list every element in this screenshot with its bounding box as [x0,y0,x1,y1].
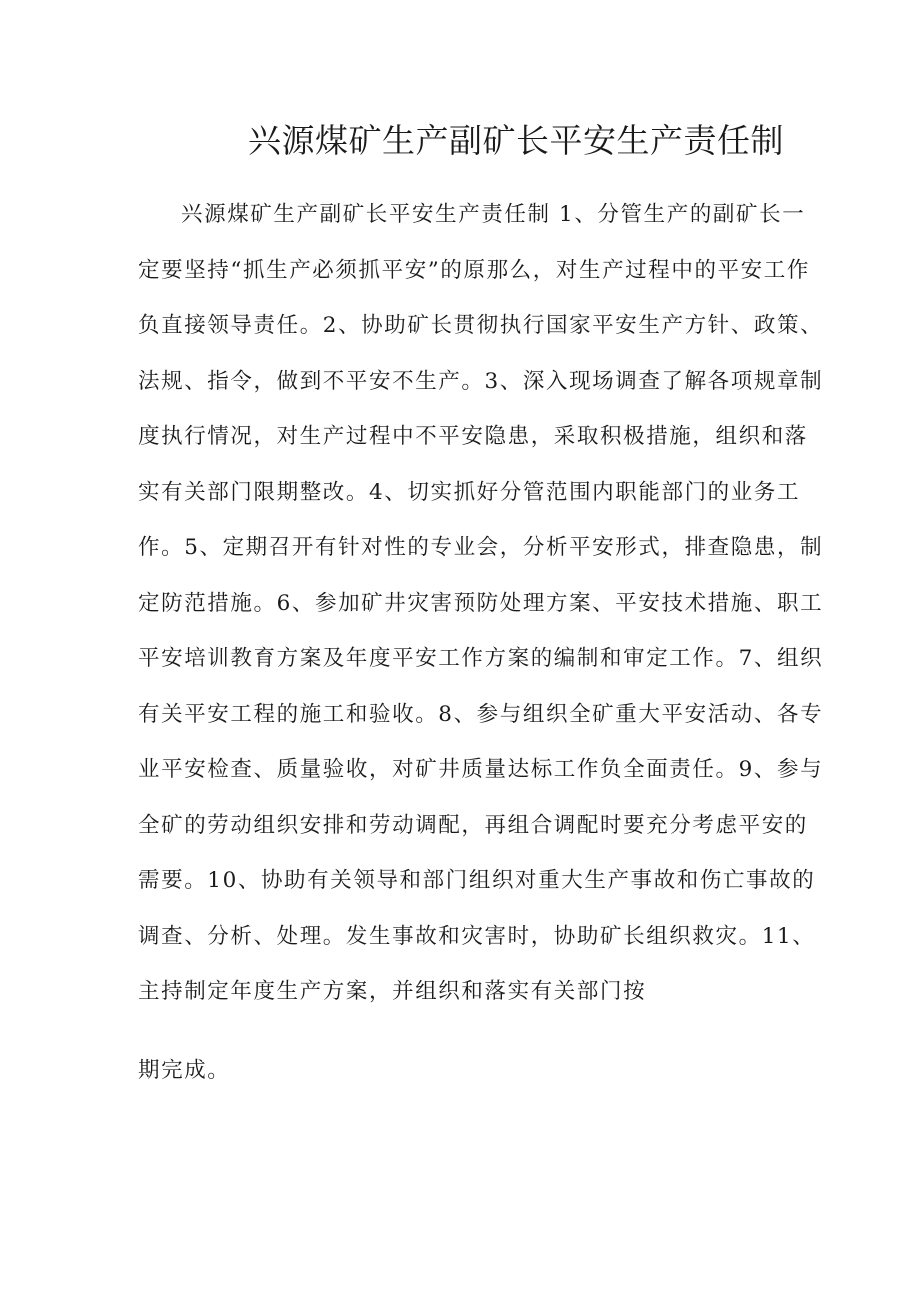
body-line: 法规、指令，做到不平安不生产。3、深入现场调查了解各项规章制 [138,368,824,394]
body-line: 度执行情况，对生产过程中不平安隐患，采取积极措施，组织和落 [138,424,808,449]
body-line: 作。5、定期召开有针对性的专业会，分析平安形式，排查隐患，制 [138,535,824,560]
document-body [138,196,824,1029]
body-line: 业平安检查、质量验收，对矿井质量达标工作负全面责任。9、参与 [138,757,824,782]
body-line: 主持制定年度生产方案，并组织和落实有关部门按 [138,979,647,1004]
body-line: 有关平安工程的施工和验收。8、参与组织全矿重大平安活动、各专 [138,701,824,727]
body-line: 实有关部门限期整改。4、切实抓好分管范围内职能部门的业务工 [138,479,801,505]
closing-line: 期完成。 [138,1058,231,1083]
body-line: 需要。10、协助有关领导和部门组织对重大生产事故和伤亡事故的 [138,868,816,893]
document-title: 兴源煤矿生产副矿长平安生产责任制 [248,121,784,160]
body-line: 兴源煤矿生产副矿长平安生产责任制 1、分管生产的副矿长一 [181,202,806,227]
body-line: 负直接领导责任。2、协助矿长贯彻执行国家平安生产方针、政策、 [138,313,824,338]
body-line: 平安培训教育方案及年度平安工作方案的编制和审定工作。7、组织 [138,646,824,671]
body-line: 定防范措施。6、参加矿井灾害预防处理方案、平安技术措施、职工 [138,590,824,616]
body-line: 全矿的劳动组织安排和劳动调配，再组合调配时要充分考虑平安的 [138,812,808,838]
body-line: 定要坚持“抓生产必须抓平安”的原那么，对生产过程中的平安工作 [138,257,810,283]
body-line: 调查、分析、处理。发生事故和灾害时，协助矿长组织救灾。11、 [138,923,816,949]
